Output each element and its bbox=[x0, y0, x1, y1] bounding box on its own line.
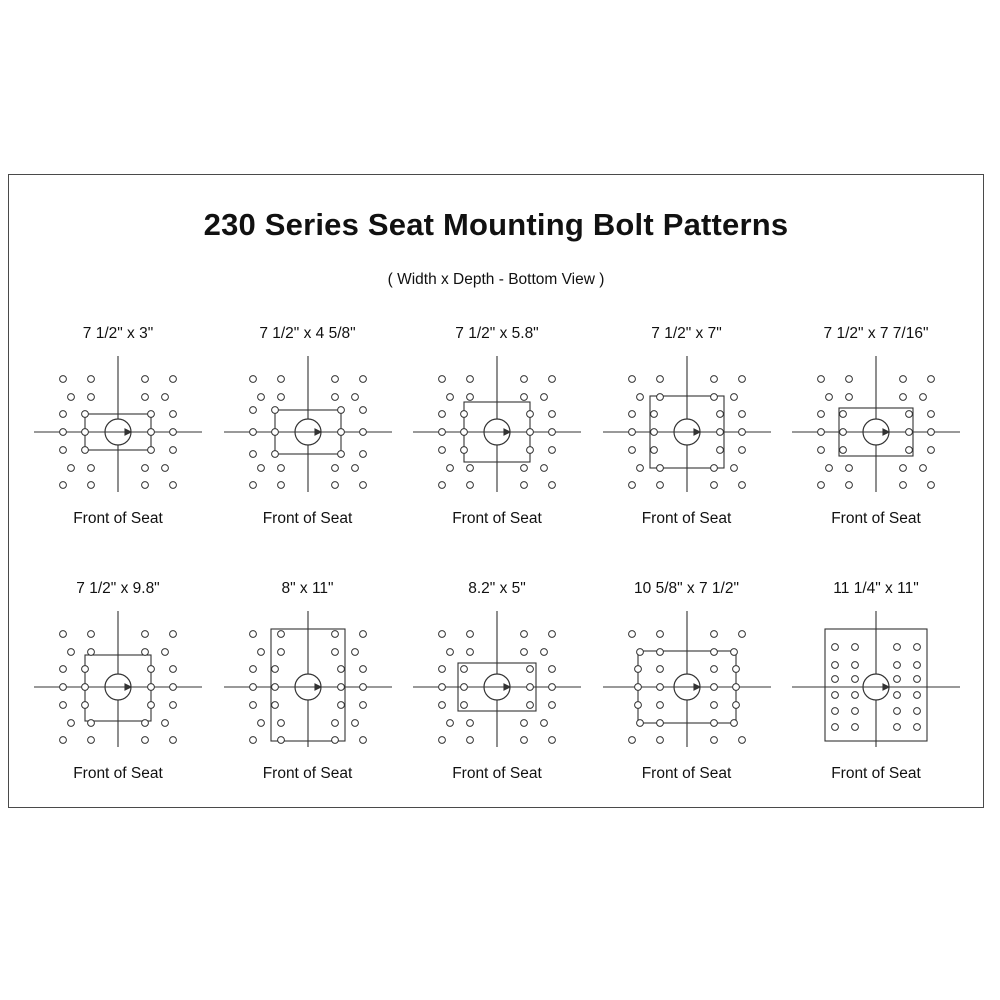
bolt-pattern-diagram bbox=[219, 352, 397, 502]
pattern-cell bbox=[598, 325, 776, 528]
front-of-seat-label: Front of Seat bbox=[831, 510, 921, 527]
bolt-pattern-diagram bbox=[219, 607, 397, 757]
front-of-seat-label: Front of Seat bbox=[73, 765, 163, 782]
bolt-pattern-diagram bbox=[408, 352, 586, 502]
pattern-label: 7 1/2" x 4 5/8" bbox=[259, 325, 356, 342]
bolt-pattern-diagram bbox=[787, 352, 965, 502]
diagram-sheet bbox=[8, 174, 984, 808]
pattern-label: 7 1/2" x 7 7/16" bbox=[823, 325, 929, 342]
front-of-seat-label: Front of Seat bbox=[262, 765, 353, 782]
bolt-pattern-diagram bbox=[598, 607, 776, 757]
pattern-cell bbox=[29, 325, 207, 528]
front-of-seat-label: Front of Seat bbox=[73, 510, 163, 527]
bolt-pattern-diagram bbox=[29, 352, 207, 502]
page-subtitle: ( Width x Depth - Bottom View ) bbox=[387, 271, 605, 288]
front-of-seat-label: Front of Seat bbox=[452, 510, 542, 527]
pattern-label: 7 1/2" x 9.8" bbox=[76, 580, 160, 597]
pattern-cell bbox=[408, 580, 586, 783]
pattern-label: 10 5/8" x 7 1/2" bbox=[634, 580, 739, 597]
pattern-label: 7 1/2" x 7" bbox=[651, 325, 722, 342]
pattern-row bbox=[29, 325, 965, 528]
bolt-pattern-diagram bbox=[787, 607, 965, 757]
pattern-cell bbox=[29, 580, 207, 783]
front-of-seat-label: Front of Seat bbox=[452, 765, 542, 782]
pattern-cell bbox=[219, 580, 397, 783]
pattern-label: 8.2" x 5" bbox=[468, 580, 526, 597]
front-of-seat-label: Front of Seat bbox=[831, 765, 921, 782]
pattern-label: 11 1/4" x 11" bbox=[833, 580, 919, 597]
pattern-label: 7 1/2" x 5.8" bbox=[455, 325, 539, 342]
pattern-cell bbox=[598, 580, 776, 783]
pattern-cell bbox=[787, 325, 965, 528]
pattern-label: 7 1/2" x 3" bbox=[82, 325, 154, 342]
front-of-seat-label: Front of Seat bbox=[641, 510, 732, 527]
bolt-pattern-diagram bbox=[29, 607, 207, 757]
bolt-pattern-diagram bbox=[598, 352, 776, 502]
front-of-seat-label: Front of Seat bbox=[262, 510, 353, 527]
pattern-cell bbox=[408, 325, 586, 528]
pattern-cell bbox=[787, 580, 965, 783]
pattern-grid bbox=[29, 325, 965, 783]
front-of-seat-label: Front of Seat bbox=[641, 765, 732, 782]
pattern-cell bbox=[219, 325, 397, 528]
bolt-pattern-diagram bbox=[408, 607, 586, 757]
pattern-label: 8" x 11" bbox=[281, 580, 334, 597]
pattern-row bbox=[29, 580, 965, 783]
page-title: 230 Series Seat Mounting Bolt Patterns bbox=[203, 207, 789, 242]
